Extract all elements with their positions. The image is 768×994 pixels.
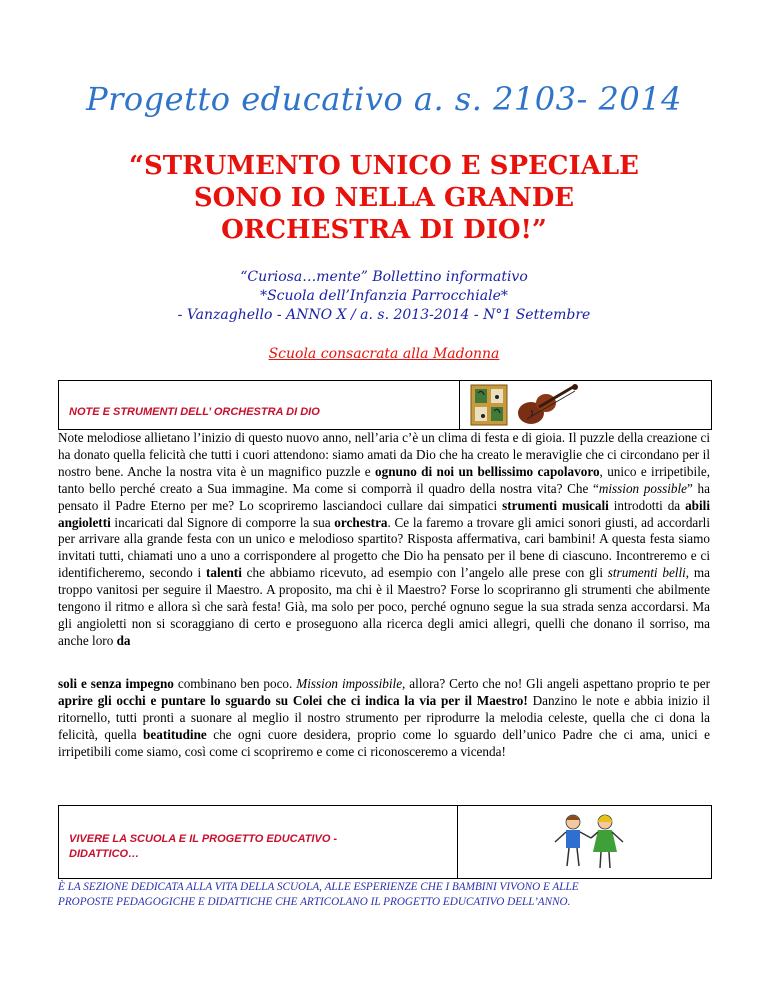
bulletin-name: “Curiosa…mente” Bollettino informativo (240, 269, 528, 285)
dedication: Scuola consacrata alla Madonna (268, 346, 500, 362)
section-description: È LA SEZIONE DEDICATA ALLA VITA DELLA SCUOLA, ALLE ESPERIENZE CHE I BAMBINI VIVONO E ALLE PROPOSTE PEDAGOGICHE E DIDATTICHE CHE ARTICOLANO IL PROGETTO EDUCATIVO DELL’ANNO. (58, 881, 579, 908)
headline-line: “STRUMENTO UNICO E SPECIALE (129, 151, 639, 181)
page-title: Progetto educativo a. s. 2103- 2014 (86, 80, 682, 118)
headline-line: ORCHESTRA DI DIO!” (221, 215, 547, 245)
school-name: *Scuola dell’Infanzia Parrocchiale* (260, 288, 508, 304)
section-title-cell (59, 806, 458, 878)
section-header-box (58, 805, 712, 879)
section-title: NOTE E STRUMENTI DELL’ ORCHESTRA DI DIO (69, 406, 320, 418)
continuation-paragraph: soli e senza impegno combinano ben poco. Mission impossibile, allora? Certo che no! Gli angeli aspettano proprio te per aprire gli occhi e puntare lo sguardo su Colei che ci indica la via per il Maestro! Danzino le note e abbia inizio il ritornello, tutti pronti a suonare al meglio il nostro strumento per riprodurre la melodia celeste, quella che ci dona la felicità, quella beatitudine che ogni cuore desidera, proprio come lo sguardo dell’unico Padre che ci ama, unici e irripetibili come siamo, così come ci scopriremo e come ci riconosceremo a vicenda! (58, 676, 710, 759)
music-instruments-icon (469, 383, 585, 427)
section-title: VIVERE LA SCUOLA E IL PROGETTO EDUCATIVO - DIDATTICO… (69, 833, 338, 860)
children-icon (547, 812, 637, 874)
headline (90, 150, 678, 246)
intro-paragraph: Note melodiose allietano l’inizio di questo nuovo anno, nell’aria c’è un clima di festa e di gioia. Il puzzle della creazione ci ha donato quella felicità che tutti i cuori attendono: siamo amati da Dio che ha creato le meraviglie che ci circondano per il nostro bene. Anche la nostra vita è un magnifico puzzle e ognuno di noi un bellissimo capolavoro, unico e irripetibile, tanto bello perché creato a Sua immagine. Ma come si comporrà il quadro della nostra vita? Che “mission possible” ha pensato il Padre Eterno per me? Lo scopriremo lasciandoci cullare dai simpatici strumenti musicali introdotti da abili angioletti incaricati dal Signore di comporre la sua orchestra. Ce la faremo a trovare gli amici sonori giusti, ad accordarli per arrivare alla grande festa con un unico e melodioso spartito? Risposta affermativa, cari bambini! A questa festa siamo invitati tutti, chiamati uno a uno a corrispondere al progetto che Dio ha pensato per il bene di ciascuno. Incontreremo e ci identificheremo, secondo i talenti che abbiamo ricevuto, ad esempio con l’angelo alle prese con gli strumenti belli, ma troppo vanitosi per seguire il Maestro. A proposito, ma chi è il Maestro? Forse lo scopriranno gli strumenti che abilmente tengono il ritmo e allora sì che sarà festa! Già, ma solo per poco, perché ognuno segue la sua strada senza accordarsi. Ma gli angioletti non si scoraggiano di certo e proseguono alla ricerca degli amici allegri, quelli che donano il sorriso, ma anche loro da (58, 430, 711, 648)
bulletin-info (0, 268, 768, 325)
section-header-box (58, 380, 712, 430)
headline-line: SONO IO NELLA GRANDE (193, 183, 575, 213)
issue-info: - Vanzaghello - ANNO X / a. s. 2013-2014 - N°1 Settembre (177, 307, 591, 323)
section-title-cell (59, 381, 460, 429)
